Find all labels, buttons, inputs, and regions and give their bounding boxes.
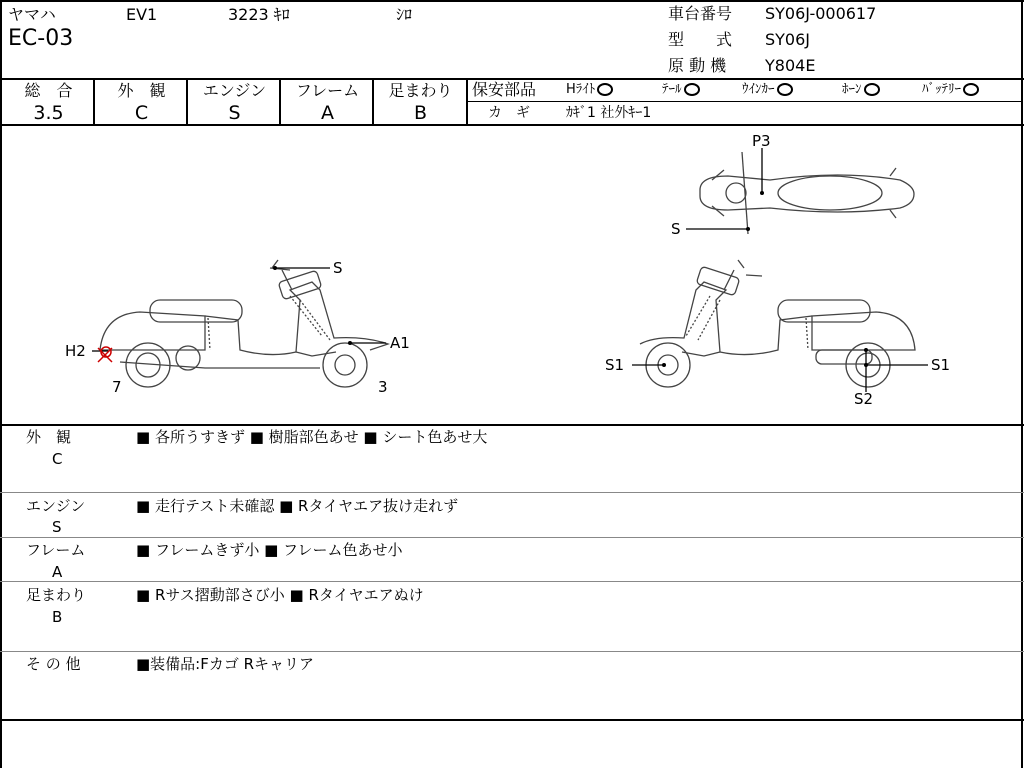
- grade-value-frame: A: [321, 102, 334, 124]
- section-label-exterior: 外 観: [26, 428, 72, 446]
- check-circle-icon: [684, 83, 700, 96]
- safety-item-label: Hﾗｲﾄ: [566, 82, 596, 97]
- color: ｼﾛ: [396, 5, 413, 24]
- grade-value-overall: 3.5: [33, 102, 64, 124]
- outer-border-top: [0, 0, 1024, 2]
- grade-value-engine: S: [228, 102, 241, 124]
- label-top-p3: P3: [752, 132, 771, 150]
- safety-item-taillight: [662, 81, 700, 99]
- type-label: 型 式: [668, 30, 733, 49]
- key-label: カ ギ: [488, 105, 530, 121]
- safety-row-divider: [466, 101, 1022, 102]
- sections-top: [0, 424, 1024, 426]
- engine-label: 原 動 機: [668, 56, 727, 75]
- grade-label-exterior: 外 観: [117, 81, 166, 100]
- section-notes-other: ■装備品:Fカゴ Rキャリア: [136, 655, 315, 673]
- check-circle-icon: [777, 83, 793, 96]
- section-notes-engine: ■ 走行テスト未確認 ■ Rタイヤエア抜け走れず: [136, 497, 459, 515]
- safety-label: 保安部品: [472, 80, 537, 99]
- safety-item-label: ﾃｰﾙ: [662, 82, 682, 97]
- section-divider-1: [0, 492, 1024, 493]
- type-value: SY06J: [765, 30, 811, 49]
- section-grade-engine: S: [52, 518, 62, 536]
- sections-bottom: [0, 719, 1024, 721]
- model-code: EV1: [126, 5, 158, 24]
- label-top-s: S: [671, 220, 681, 238]
- safety-item-battery: [922, 81, 979, 99]
- safety-item-headlight: [566, 81, 613, 99]
- section-divider-2: [0, 537, 1024, 538]
- model-name: EC-03: [8, 26, 74, 51]
- safety-item-horn: [842, 81, 880, 99]
- mileage: 3223 ｷﾛ: [228, 5, 290, 24]
- safety-item-winker: [742, 81, 793, 99]
- grade-label-overall: 総 合: [24, 81, 73, 100]
- grade-label-engine: エンジン: [202, 81, 267, 100]
- grade-value-suspension: B: [413, 102, 428, 124]
- grade-value-exterior: C: [134, 102, 149, 124]
- key-value: ｶｷﾞ1 社外ｷｰ1: [566, 105, 652, 121]
- section-notes-suspension: ■ Rサス摺動部さび小 ■ Rタイヤエアぬけ: [136, 586, 424, 604]
- right-view-scooter: [640, 260, 915, 387]
- section-notes-exterior: ■ 各所うすきず ■ 樹脂部色あせ ■ シート色あせ大: [136, 428, 488, 446]
- label-left-7: 7: [112, 378, 122, 396]
- safety-item-label: ﾊﾞｯﾃﾘｰ: [922, 82, 961, 97]
- damage-mark-icon: [98, 347, 112, 362]
- engine-value: Y804E: [765, 56, 816, 75]
- label-left-3: 3: [378, 378, 388, 396]
- left-view-scooter: [100, 260, 388, 387]
- label-left-s: S: [333, 259, 343, 277]
- scooter-diagram: [0, 126, 1024, 426]
- section-grade-frame: A: [52, 563, 63, 581]
- check-circle-icon: [864, 83, 880, 96]
- section-label-other: そ の 他: [26, 655, 81, 673]
- maker: ヤマハ: [8, 5, 56, 24]
- check-circle-icon: [963, 83, 979, 96]
- grade-label-suspension: 足まわり: [388, 81, 453, 100]
- safety-item-label: ｳｲﾝｶｰ: [742, 82, 775, 97]
- safety-item-label: ﾎｰﾝ: [842, 82, 862, 97]
- label-right-s2: S2: [854, 390, 874, 408]
- chassis-label: 車台番号: [668, 4, 733, 23]
- check-circle-icon: [597, 83, 613, 96]
- grade-label-frame: フレーム: [295, 81, 360, 100]
- section-grade-suspension: B: [52, 608, 63, 626]
- section-label-frame: フレーム: [26, 541, 86, 559]
- section-divider-4: [0, 651, 1024, 652]
- top-view-scooter: [700, 152, 914, 234]
- section-label-engine: エンジン: [26, 497, 86, 515]
- label-left-a1: A1: [390, 334, 410, 352]
- section-grade-exterior: C: [52, 450, 63, 468]
- section-divider-3: [0, 581, 1024, 582]
- label-left-h2: H2: [65, 342, 86, 360]
- label-right-s1-front: S1: [605, 356, 625, 374]
- section-notes-frame: ■ フレームきず小 ■ フレーム色あせ小: [136, 541, 403, 559]
- section-label-suspension: 足まわり: [26, 586, 87, 604]
- label-right-s1-rear: S1: [931, 356, 951, 374]
- chassis-value: SY06J-000617: [765, 4, 877, 23]
